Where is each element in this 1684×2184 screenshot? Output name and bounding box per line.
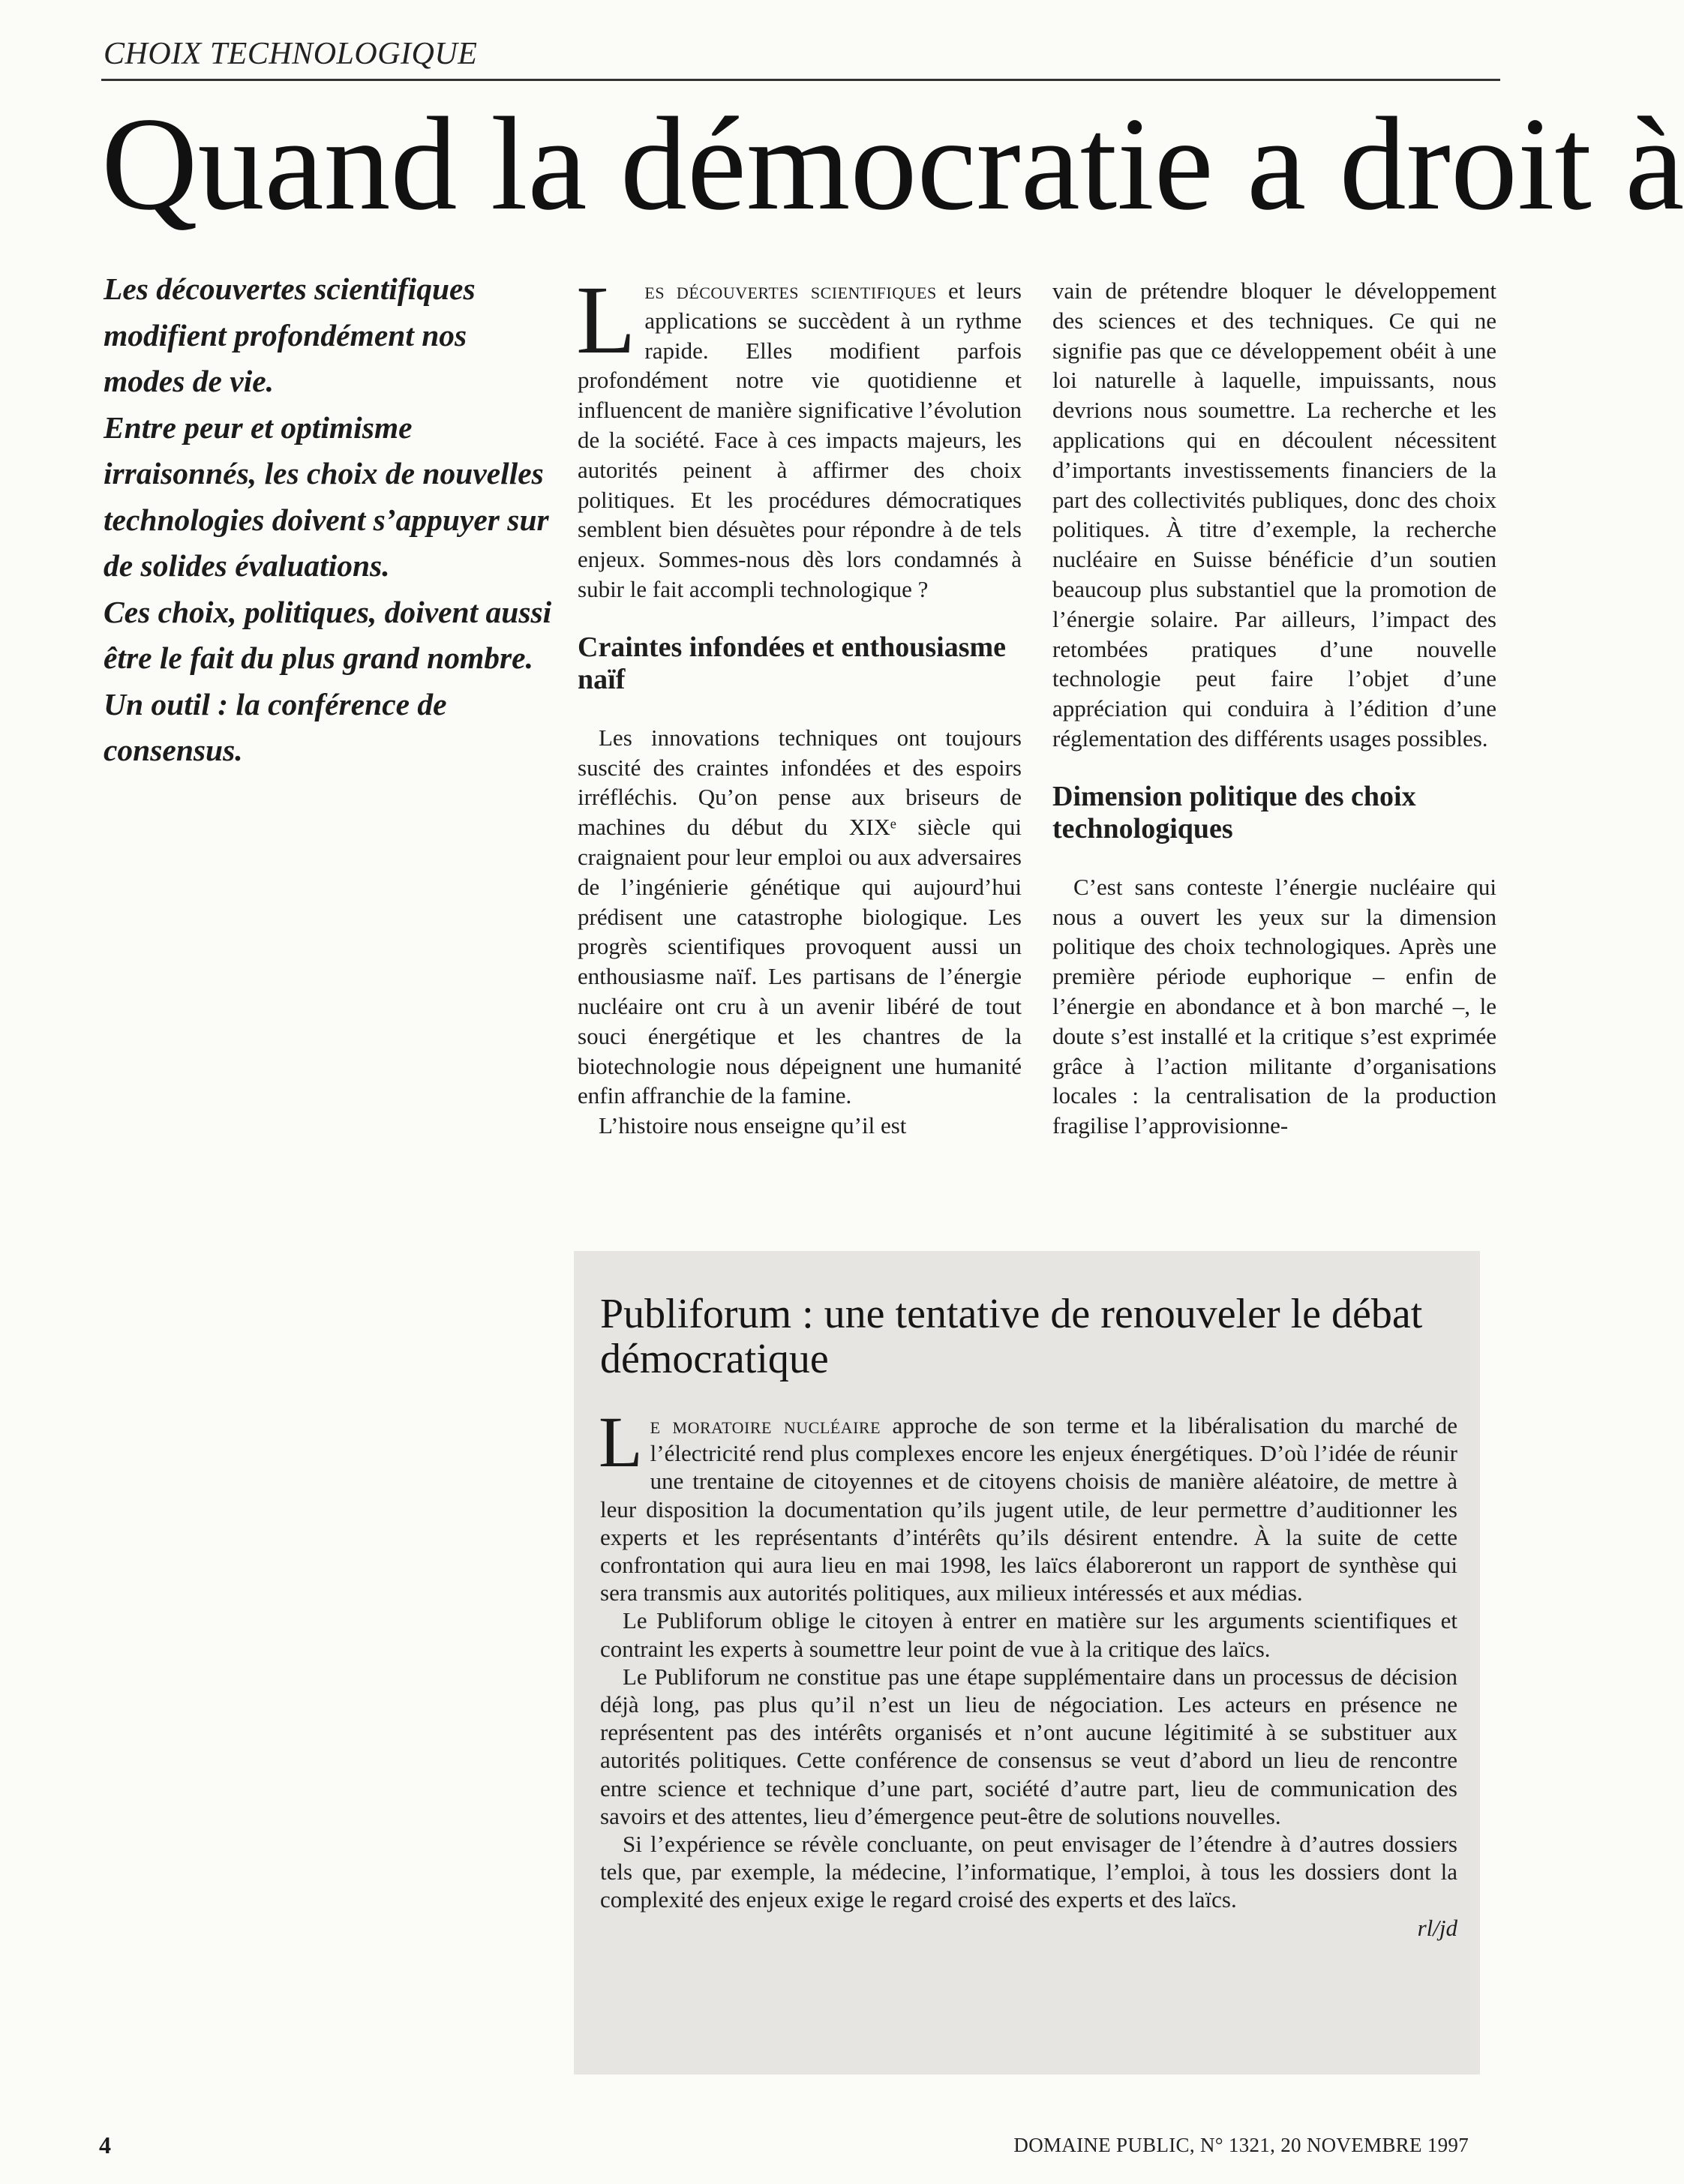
subheading-craintes: Craintes infondées et enthousiasme naïf — [578, 631, 1007, 695]
lede-line: Un outil : la conférence de consensus. — [104, 686, 447, 767]
sidebar-box — [574, 1251, 1480, 2074]
box-paragraph: Si l’expérience se révèle concluante, on peut envisager de l’étendre à d’autres dossiers tels que, par exemple, la médecine, l’informatique, l’emploi, à tous les dossiers dont la complexité des enjeux exige le regard croisé des experts et des laïcs. — [600, 1831, 1457, 1913]
box-paragraph — [599, 1402, 1458, 1606]
drop-cap: L — [576, 266, 636, 374]
box-title: Publiforum : une tentative de renouveler le débat démocratique — [600, 1291, 1423, 1382]
body-paragraph: C’est sans conteste l’énergie nucléaire qui nous a ouvert les yeux sur la dimension politique des choix technologiques. Après une première période euphorique – enfin de l’énergie en abondance et à bon marché –, le doute s’est installé et la critique s’est exprimée grâce à l’action militante d’organisations locales : la centralisation de la production fragilise l’approvisionne- — [1052, 873, 1496, 1139]
intro-paragraph — [576, 266, 1022, 604]
box-smallcaps: e moratoire nucléaire — [650, 1412, 881, 1438]
box-text: approche de son terme et la libéralisation du marché de l’électricité rend plus complexes encore les enjeux énergétiques. D’où l’idée de réunir une trentaine de citoyennes et de citoyens choisis de manière aléatoire, de mettre à leur disposition la documentation qu’ils jugent utile, de leur permettre d’auditionner les experts et les représentants d’intérêts qu’ils désirent entendre. À la suite de cette confrontation qui aura lieu en mai 1998, les laïcs élaboreront un rapport de synthèse qui sera transmis aux autorités politiques, aux milieux intéressés et aux médias. — [600, 1412, 1458, 1606]
page-number: 4 — [99, 2132, 111, 2158]
box-drop-cap: L — [599, 1402, 643, 1482]
lede-line: Les découvertes scientifiques modifient profondément nos modes de vie. — [104, 272, 476, 398]
intro-smallcaps: es découvertes scientifiques — [644, 278, 937, 304]
intro-text: et leurs applications se succèdent à un rythme rapide. Elles modifient parfois profondément notre vie quotidienne et influencent de manière significative l’évolution de la société. Face à ces impacts majeurs, les autorités peinent à affirmer des choix politiques. Et les procédures démocratiques semblent bien désuètes pour répondre à de tels enjeux. Sommes-nous dès lors condamnés à subir le fait accompli technologique ? — [578, 278, 1022, 602]
article-column-1 — [576, 266, 1022, 1268]
subheading-dimension: Dimension politique des choix technologiques — [1052, 780, 1416, 844]
box-paragraph: Le Publiforum oblige le citoyen à entrer en matière sur les arguments scientifiques et contraint les experts à soumettre leur point de vue à la critique des laïcs. — [600, 1607, 1457, 1662]
headline: Quand la démocratie a droit à — [101, 89, 1684, 238]
lede-line: Ces choix, politiques, doivent aussi être le fait du plus grand nombre. — [104, 594, 552, 675]
box-body — [599, 1402, 1458, 1942]
section-label: CHOIX TECHNOLOGIQUE — [104, 37, 478, 71]
article-column-2 — [1052, 276, 1496, 1268]
signature: rl/jd — [1417, 1914, 1457, 1941]
body-paragraph: vain de prétendre bloquer le développement des sciences et des techniques. Ce qui ne signifie pas que ce développement obéit à une loi naturelle à laquelle, impuissants, nous devrions nous soumettre. La recherche et les applications qui en découlent nécessitent d’importants investissements financiers de la part des collectivités publiques, donc des choix politiques. À titre d’exemple, la recherche nucléaire en Suisse bénéficie d’un soutien beaucoup plus substantiel que la promotion de l’énergie solaire. Par ailleurs, l’impact des retombées pratiques d’une nouvelle technologie peut faire l’objet d’une appréciation qui conduira à l’édition d’une réglementation des différents usages possibles. — [1052, 278, 1496, 752]
box-paragraph: Le Publiforum ne constitue pas une étape supplémentaire dans un processus de décision déjà long, pas plus qu’il n’est un lieu de négociation. Les acteurs en présence ne représentent pas des intérêts organisés et n’ont aucune légitimité à se substituer aux autorités politiques. Cette conférence de consensus se veut d’abord un lieu de rencontre entre science et technique d’une part, société d’autre part, lieu de communication des savoirs et des attentes, lieu d’émergence peut-être de solutions nouvelles. — [600, 1663, 1457, 1829]
body-paragraph: Les innovations techniques ont toujours suscité des craintes infondées et des espoirs irréfléchis. Qu’on pense aux briseurs de machines du début du XIXᵉ siècle qui craignaient pour leur emploi ou aux adversaires de l’ingénierie génétique qui aujourd’hui prédisent une catastrophe biologique. Les progrès scientifiques provoquent aussi un enthousiasme naïf. Les partisans de l’énergie nucléaire ont cru à un avenir libéré de tout souci énergétique et les chantres de la biotechnologie nous dépeignent une humanité enfin affranchie de la famine. — [578, 724, 1022, 1109]
header-rule — [101, 79, 1500, 81]
publication-info: DOMAINE PUBLIC, N° 1321, 20 NOVEMBRE 1997 — [1013, 2134, 1469, 2156]
lede-line: Entre peur et optimisme irraisonnés, les choix de nouvelles technologies doivent s’appuyer sur de solides évaluations. — [104, 410, 549, 583]
body-paragraph: L’histoire nous enseigne qu’il est — [599, 1112, 907, 1139]
lede — [104, 266, 554, 774]
